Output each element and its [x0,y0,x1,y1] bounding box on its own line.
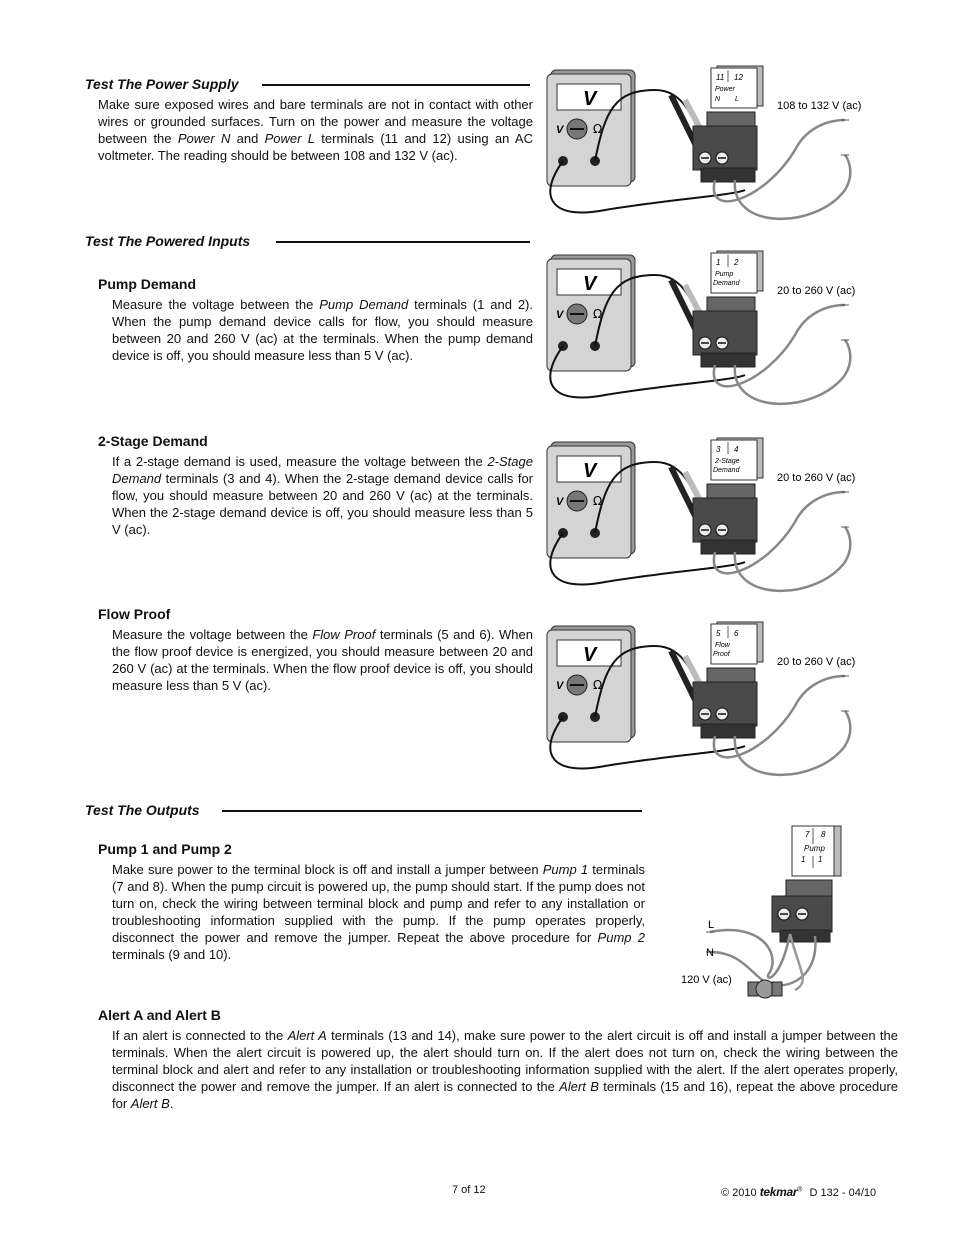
text-run: terminals (5 and 6). When the flow proof device is energized, you should measure between 20 and 260 V (ac) at the terminals. When the flow proof device is off, you should measure less than 5 V (ac). [112,627,533,693]
section-title-powered-inputs: Test The Powered Inputs [85,233,251,249]
tag-number: 1 [801,855,806,864]
expected-voltage-label: 20 to 260 V (ac) [777,472,856,484]
power-supply-paragraph [98,96,533,164]
dial-v-label: V [556,309,564,321]
registered-mark: ® [797,1186,803,1194]
text-run: terminals (11 and 12) using an AC voltmeter. The reading should be between 108 and 132 V (ac). [98,131,533,163]
tag-n-label: N [715,96,721,103]
dial-v-label: V [556,680,564,692]
section-rule [262,84,530,86]
expected-voltage-label: 108 to 132 V (ac) [777,100,862,112]
stage-demand-paragraph [112,453,533,538]
pump-demand-paragraph [112,296,533,364]
display-reading: V [583,273,597,295]
subtitle-2-stage-demand: 2-Stage Demand [98,433,208,449]
line-label-n: N [706,947,714,959]
section-rule [276,241,530,243]
subtitle-alert: Alert A and Alert B [98,1007,221,1023]
tag-label: Pump [715,271,734,278]
section-rule [222,810,642,812]
text-run: terminals (3 and 4). When the 2-stage demand device calls for flow, you should measure between 20 and 260 V (ac) at the terminals. When the 2-stage demand device is off, you should measure less than 5 V (ac). [112,471,533,537]
voltmeter-diagram [545,432,885,602]
flow-proof-paragraph [112,626,533,694]
tag-terminal-number: 6 [734,629,739,638]
subtitle-pump-1-and-2: Pump 1 and Pump 2 [98,841,232,857]
tag-label: Demand [713,280,740,287]
section-title-outputs: Test The Outputs [85,802,200,818]
copyright-text: © 2010 [721,1187,757,1199]
text-run: If a 2-stage demand is used, measure the voltage between the [112,454,488,469]
voltmeter-diagram [545,616,885,786]
pump-wiring-diagram [670,822,890,1002]
pump-paragraph [112,861,645,963]
dial-ohm-label: Ω [593,678,603,692]
dial-ohm-label: Ω [593,494,603,508]
tag-terminal-number: 7 [805,830,810,839]
italic-term: Pump 2 [597,930,645,945]
italic-term: Pump 1 [542,862,589,877]
figure-pump-demand-test [545,245,885,420]
italic-term: 2-Stage Demand [112,454,533,486]
alert-paragraph [112,1027,898,1112]
tag-terminal-number: 3 [716,445,721,454]
footer-copyright [721,1185,876,1199]
text-run: terminals (15 and 16), repeat the above procedure for [112,1079,899,1111]
document-code: D 132 - 04/10 [809,1187,877,1199]
voltmeter-diagram [545,60,885,230]
brand-logo: tekmar [759,1185,798,1199]
dial-v-label: V [556,124,564,136]
page-number: 7 of 12 [452,1184,486,1196]
text-run: Measure the voltage between the [112,627,313,642]
tag-number: 1 [818,855,823,864]
tag-terminal-number: 12 [734,73,743,82]
display-reading: V [583,460,597,482]
text-run: . [169,1096,174,1111]
italic-term: Alert B [130,1096,170,1111]
expected-voltage-label: 20 to 260 V (ac) [777,285,856,297]
tag-label: 2-Stage [715,458,740,465]
tag-label: Power [715,86,735,93]
text-run: terminals (7 and 8). When the pump circuit is powered up, the pump should start. If the pump does not turn on, check the wiring between terminal block and pump and refer to any installation or troubleshooting information supplied with the pump. If the pump operates properly, disconnect the power and remove the jumper. Repeat the above procedure for [112,862,645,945]
text-run: terminals (9 and 10). [112,947,232,962]
text-run: Make sure exposed wires and bare terminals are not in contact with other wires or grounded surfaces. Turn on the power and measure the voltage between the [98,97,533,146]
tag-terminal-number: 11 [716,73,725,82]
text-run: terminals (13 and 14), make sure power to the alert circuit is off and install a jumper between the terminals. When the alert circuit is powered up, the alert should turn on. If the alert does not turn on, check the wiring between the terminal block and alert and refer to any installation or troubleshooting information supplied with the alert. If the alert operates properly, disconnect the power and remove the jumper. If an alert is connected to the [112,1028,898,1094]
dial-v-label: V [556,496,564,508]
text-run: Measure the voltage between the [112,297,320,312]
tag-terminal-number: 8 [821,830,826,839]
italic-term: Flow Proof [312,627,376,642]
text-run: Make sure power to the terminal block is off and install a jumper between [112,862,543,877]
tag-terminal-number: 4 [734,445,739,454]
tag-label: Demand [713,467,740,474]
italic-term: Power L [264,131,315,146]
tag-terminal-number: 1 [716,258,721,267]
tag-terminal-number: 5 [716,629,721,638]
display-reading: V [583,88,597,110]
subtitle-flow-proof: Flow Proof [98,606,171,622]
figure-power-supply-test [545,60,885,235]
supply-voltage-label: 120 V (ac) [681,974,732,986]
figure-pump-output-test [670,822,890,1002]
italic-term: Power N [177,131,231,146]
figure-flow-proof-test [545,616,885,791]
tag-terminal-number: 2 [734,258,739,267]
text-run: terminals (1 and 2). When the pump demand device calls for flow, you should measure between 20 and 260 V (ac) at the terminals. When the pump demand device is off, you should measure less than 5 V (ac). [112,297,533,363]
voltmeter-diagram [545,245,885,415]
expected-voltage-label: 20 to 260 V (ac) [777,656,856,668]
subtitle-pump-demand: Pump Demand [98,276,197,292]
text-run: If an alert is connected to the [112,1028,288,1043]
tag-label: Pump [804,844,825,853]
text-run: and [230,131,265,146]
tag-label: Proof [713,651,730,658]
figure-2-stage-demand-test [545,432,885,607]
dial-ohm-label: Ω [593,122,603,136]
line-label-l: L [708,919,715,931]
italic-term: Alert B [559,1079,599,1094]
section-title-power-supply: Test The Power Supply [85,76,239,92]
tag-label: Flow [715,642,730,649]
tag-l-label: L [735,96,739,103]
display-reading: V [583,644,597,666]
italic-term: Pump Demand [319,297,409,312]
italic-term: Alert A [287,1028,327,1043]
dial-ohm-label: Ω [593,307,603,321]
